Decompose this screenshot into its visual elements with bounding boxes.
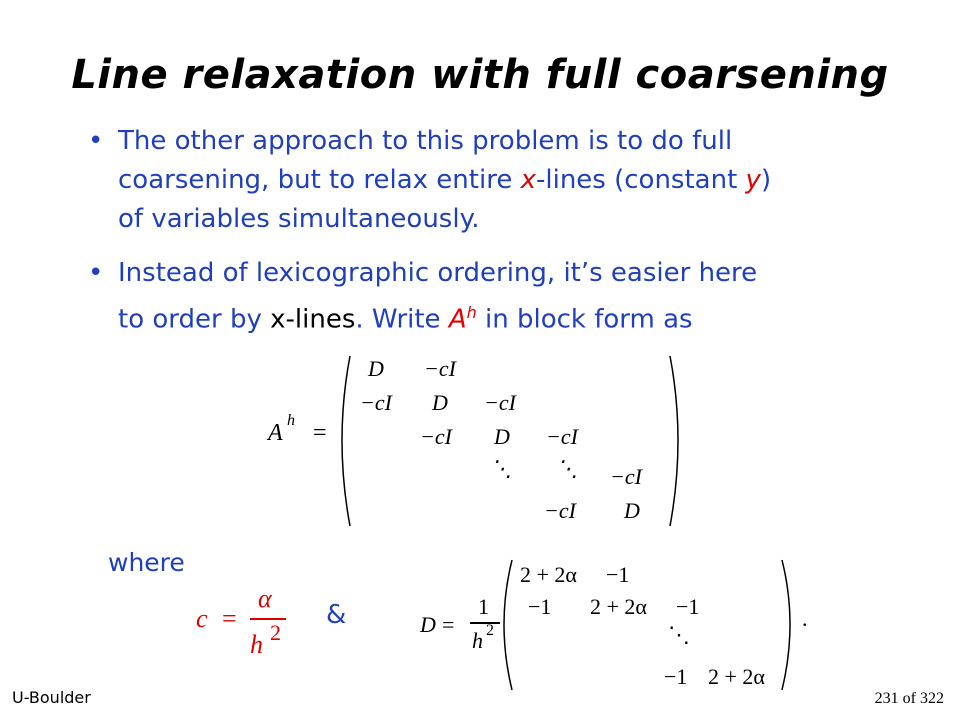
var-A: A bbox=[448, 304, 467, 335]
bullet-1-line-3: of variables simultaneously. bbox=[118, 204, 480, 234]
matrix-D-cell: −1 bbox=[606, 562, 630, 587]
matrix-D-dots: ⋱ bbox=[668, 622, 690, 647]
matrix-D-cell: 2 + 2α bbox=[520, 562, 577, 587]
c-den: h bbox=[250, 630, 263, 659]
matrix-D-period: . bbox=[802, 606, 808, 631]
matrix-D-frac-den: h bbox=[472, 628, 483, 653]
where-label: where bbox=[108, 548, 185, 577]
matrix-D-cell: −1 bbox=[664, 664, 688, 689]
matrix-A-cell: −cI bbox=[546, 424, 578, 449]
matrix-D-eq: = bbox=[442, 612, 455, 637]
bullet-2-line-1: Instead of lexicographic ordering, it’s easier here bbox=[118, 258, 758, 288]
matrix-A-cell: −cI bbox=[610, 464, 642, 489]
footer-affiliation: U-Boulder bbox=[12, 688, 91, 707]
matrix-A-cell: D bbox=[624, 498, 640, 523]
matrix-D-cell: 2 + 2α bbox=[590, 594, 647, 619]
c-num: α bbox=[258, 584, 272, 613]
matrix-D-lhs: D bbox=[420, 612, 436, 637]
matrix-A-cell: −cI bbox=[484, 390, 516, 415]
matrix-A-cell: −cI bbox=[360, 390, 392, 415]
footer-page-number: 231 of 322 bbox=[874, 690, 944, 707]
text-run: -lines (constant bbox=[535, 165, 746, 195]
matrix-A-cell: −cI bbox=[424, 356, 456, 381]
matrix-A-eq: = bbox=[313, 420, 327, 446]
x-lines-text: x-lines bbox=[270, 304, 356, 335]
matrix-A-cell: −cI bbox=[544, 498, 576, 523]
bullet-mark: • bbox=[88, 258, 104, 288]
ampersand: & bbox=[326, 600, 347, 630]
c-den-exp: 2 bbox=[270, 620, 281, 645]
slide-title: Line relaxation with full coarsening bbox=[71, 52, 889, 98]
matrix-D-frac-num: 1 bbox=[478, 594, 489, 619]
c-eq: = bbox=[222, 604, 237, 633]
matrix-D-frac-exp: 2 bbox=[486, 622, 494, 639]
matrix-D-cell: −1 bbox=[528, 594, 552, 619]
matrix-A-sup: h bbox=[287, 412, 295, 429]
text-run: . Write bbox=[355, 304, 449, 335]
text-run: coarsening, but to relax entire bbox=[118, 165, 521, 195]
text-run: in block form as bbox=[476, 304, 693, 335]
matrix-A-cell: D bbox=[432, 390, 448, 415]
c-lhs: c bbox=[196, 604, 208, 633]
matrix-A-cell: −cI bbox=[420, 424, 452, 449]
matrix-A-cell: D bbox=[494, 424, 510, 449]
matrix-A-dots: ⋱ bbox=[490, 456, 512, 481]
matrix-D-cell: 2 + 2α bbox=[708, 664, 765, 689]
var-x: x bbox=[520, 165, 536, 195]
matrix-A-cell: D bbox=[368, 356, 384, 381]
matrix-D-cell: −1 bbox=[676, 594, 700, 619]
matrix-A-dots: ⋱ bbox=[556, 456, 578, 481]
var-y: y bbox=[745, 165, 761, 195]
bullet-mark: • bbox=[88, 126, 104, 156]
bullet-1-line-1: The other approach to this problem is to do full bbox=[118, 126, 733, 156]
text-run: to order by bbox=[118, 304, 271, 335]
matrix-A-lhs: A bbox=[268, 420, 283, 446]
var-h-sup: h bbox=[466, 303, 477, 322]
text-run: ) bbox=[760, 165, 772, 195]
